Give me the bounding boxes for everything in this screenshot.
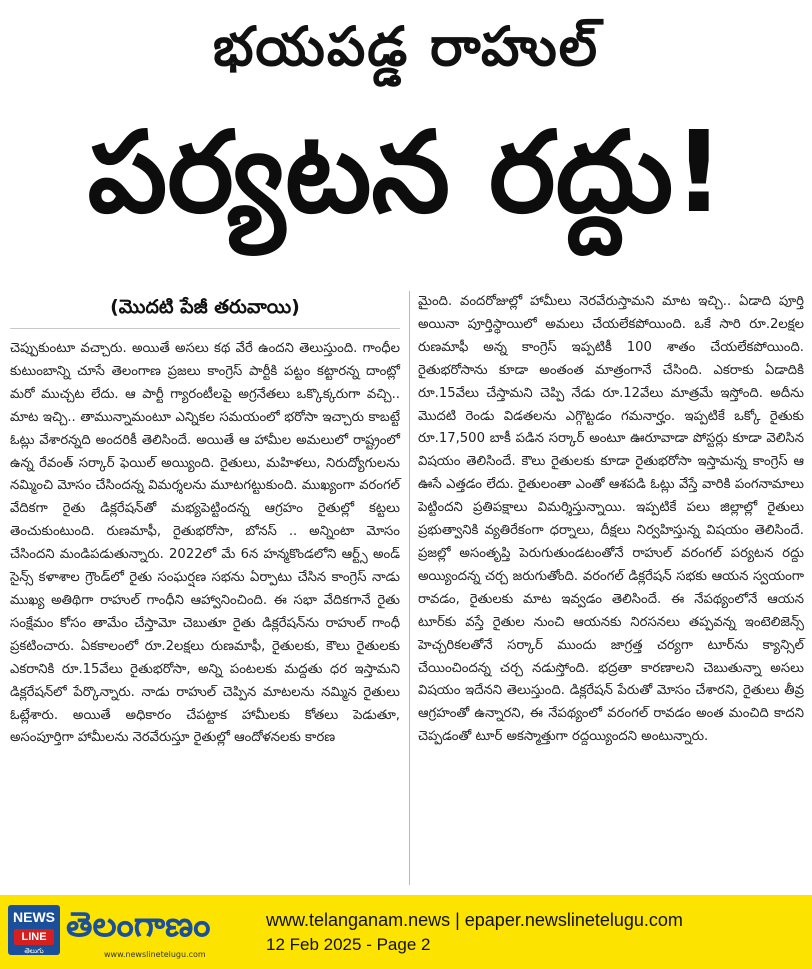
telanganam-logo[interactable]: తెలంగాణం — [66, 905, 211, 945]
footer-urls[interactable]: www.telanganam.news | epaper.newslinetelugu.com — [266, 910, 683, 930]
newsline-logo[interactable] — [8, 905, 60, 955]
footer-date-page: 12 Feb 2025 - Page 2 — [266, 935, 431, 954]
paragraph: మైంది. వందరోజుల్లో హామీలు నెరవేరుస్తామని మాట ఇచ్చి.. ఏడాది పూర్తి అయినా పూర్తిస్థాయిలో అమలు చేయలేకపోయింది. ఒకే సారి రూ.2లక్షల రుణమాఫీ అన్న కాంగ్రెస్ ఇప్పటికీ 100 శాతం చేయలేకపోయింది. రైతుభరోసాను కూడా అంతంత మాత్రంగానే చేసింది. ఎకరాకు ఏడాదికి రూ.15వేలు చేస్తామని చెప్పి నేడు రూ.12వేలు మాత్రమే ఇస్తోంది. అదీను మొదటి రెండు విడతలను ఎగ్గొట్టడం గమనార్హం. ఇప్పటికే ఒక్కో రైతుకు రూ.17,500 బాకీ పడిన సర్కార్ అంటూ ఊరూవాడా పోస్టర్లు కూడా వెలిసిన విషయం తెలిసిందే. కౌలు రైతులకు కూడా రైతుభరోసా ఇస్తామన్న కాంగ్రెస్ ఆ ఊసే ఎత్తడం లేదు. రైతులంతా ఎంతో ఆశపడి ఓట్లు వేస్తే వారికి పంగనామాలు పెట్టిందని ప్రతిపక్షాలు విమర్శిస్తున్నాయి. ఇప్పటికే పలు జిల్లాల్లో రైతులు ప్రభుత్వానికి వ్యతిరేకంగా ధర్నాలు, దీక్షలు నిర్వహిస్తున్న విషయం తెలిసిందే. ప్రజల్లో అసంతృప్తి పెరుగుతుండటంతోనే రాహుల్ వరంగల్ పర్యటన రద్దు అయ్యిందన్న చర్చ జరుగుతోంది. వరంగల్ డిక్లరేషన్ సభకు ఆయన స్వయంగా రావడం, రైతులకు మాట ఇవ్వడం తెలిసిందే. ఈ నేపథ్యంలోనే ఆయన టూర్‌కు వస్తే రైతుల నుంచి ఆయనకు నిరసనలు తప్పవన్న ఇంటెలిజెన్స్ హెచ్చరికలతోనే సర్కార్ ముందు జాగ్రత్త చర్యగా టూర్‌ను క్యాన్సిల్ చేయించిందన్న చర్చ నడుస్తోంది. భద్రతా కారణాలని చెబుతున్నా అసలు విషయం ఇదేనని తెలుస్తుంది. డిక్లరేషన్ పేరుతో మోసం చేశారని, రైతులు తీవ్ర ఆగ్రహంతో ఉన్నారని, ఈ నేపథ్యంలో వరంగల్ రావడం అంత మంచిది కాదని చెప్పడంతో టూర్ అకస్మాత్తుగా రద్దయ్యిందని అంటున్నారు. — [418, 294, 804, 745]
paragraph: చెప్పుకుంటూ వచ్చారు. అయితే అసలు కథ వేరే ఉందని తెలుస్తుంది. గాంధీల కుటుంబాన్ని చూసే తెలంగాణ ప్రజలు కాంగ్రెస్ పార్టీకి పట్టం కట్టారన్న దాంట్లో మరో ముచ్చట లేదు. ఆ పార్టీ గ్యారంటీలపై అగ్రనేతలు ఒక్కొక్కరుగా వచ్చి.. మాట ఇచ్చి.. తామున్నామంటూ ఎన్నికల సమయంలో భరోసా ఇచ్చారు కాబట్టే ఓట్లు వేశారన్నది అందరికీ తెలిసిందే. అయితే ఆ హామీల అమలులో రాష్ట్రంలో ఉన్న రేవంత్ సర్కార్ ఫెయిల్ అయ్యింది. రైతులు, మహిళలు, నిరుద్యోగులను నమ్మించి మోసం చేసిందన్న విమర్శలను మూటగట్టుకుంది. ముఖ్యంగా వరంగల్ వేదికగా రైతు డిక్లరేషన్‌తో మభ్యపెట్టిందన్న ఆగ్రహం రైతుల్లో కట్టలు తెంచుకుంటుంది. రుణమాఫీ, రైతుభరోసా, బోనస్ .. అన్నింటా మోసం చేసిందని మండిపడుతున్నారు. 2022లో మే 6న హన్మకొండలోని ఆర్ట్స్ అండ్ సైన్స్ కళాశాల గ్రౌండ్‌లో రైతు సంఘర్షణ సభను ఏర్పాటు చేసిన కాంగ్రెస్ నాడు ముఖ్య అతిథిగా రాహుల్ గాంధీని ఆహ్వానించింది. ఈ సభా వేదికగానే రైతు సంక్షేమం కోసం తామేం చేస్తామో చెబుతూ రైతు డిక్లరేషన్‌ను రాహుల్ గాంధీ ప్రకటించారు. ఏకకాలంలో రూ.2లక్షలు రుణమాఫీ, రైతులకు, కౌలు రైతులకు ఎకరానికి రూ.15వేలు రైతుభరోసా, అన్ని పంటలకు మద్దతు ధర ఇస్తామని డిక్లరేషన్‌లో పేర్కొన్నారు. నాడు రాహుల్ చెప్పిన మాటలను నమ్మిన రైతులు ఓట్లేశారు. అయితే అధికారం చేపట్టాక హామీలకు కోతలు పెడుతూ, అసంపూర్తిగా హామీలను నెరవేరుస్తూ రైతుల్లో ఆందోళనలకు కారణ — [10, 341, 400, 746]
logo-line-text: LINE — [14, 929, 54, 945]
logo-news-text: NEWS — [13, 909, 55, 925]
logo-sub-text: తెలుగు — [24, 947, 44, 955]
column-divider — [409, 291, 410, 885]
article-headline: పర్యటన రద్దు! — [87, 108, 725, 238]
divider — [10, 328, 400, 329]
continued-note: (మొదటి పేజీ తరువాయి) — [110, 296, 300, 318]
logo-url: www.newslinetelugu.com — [104, 950, 206, 959]
footer-bar — [0, 895, 812, 969]
article-kicker: భయపడ్డ రాహుల్ — [212, 15, 600, 78]
article-column-left — [10, 338, 400, 750]
article-column-right — [418, 291, 804, 749]
